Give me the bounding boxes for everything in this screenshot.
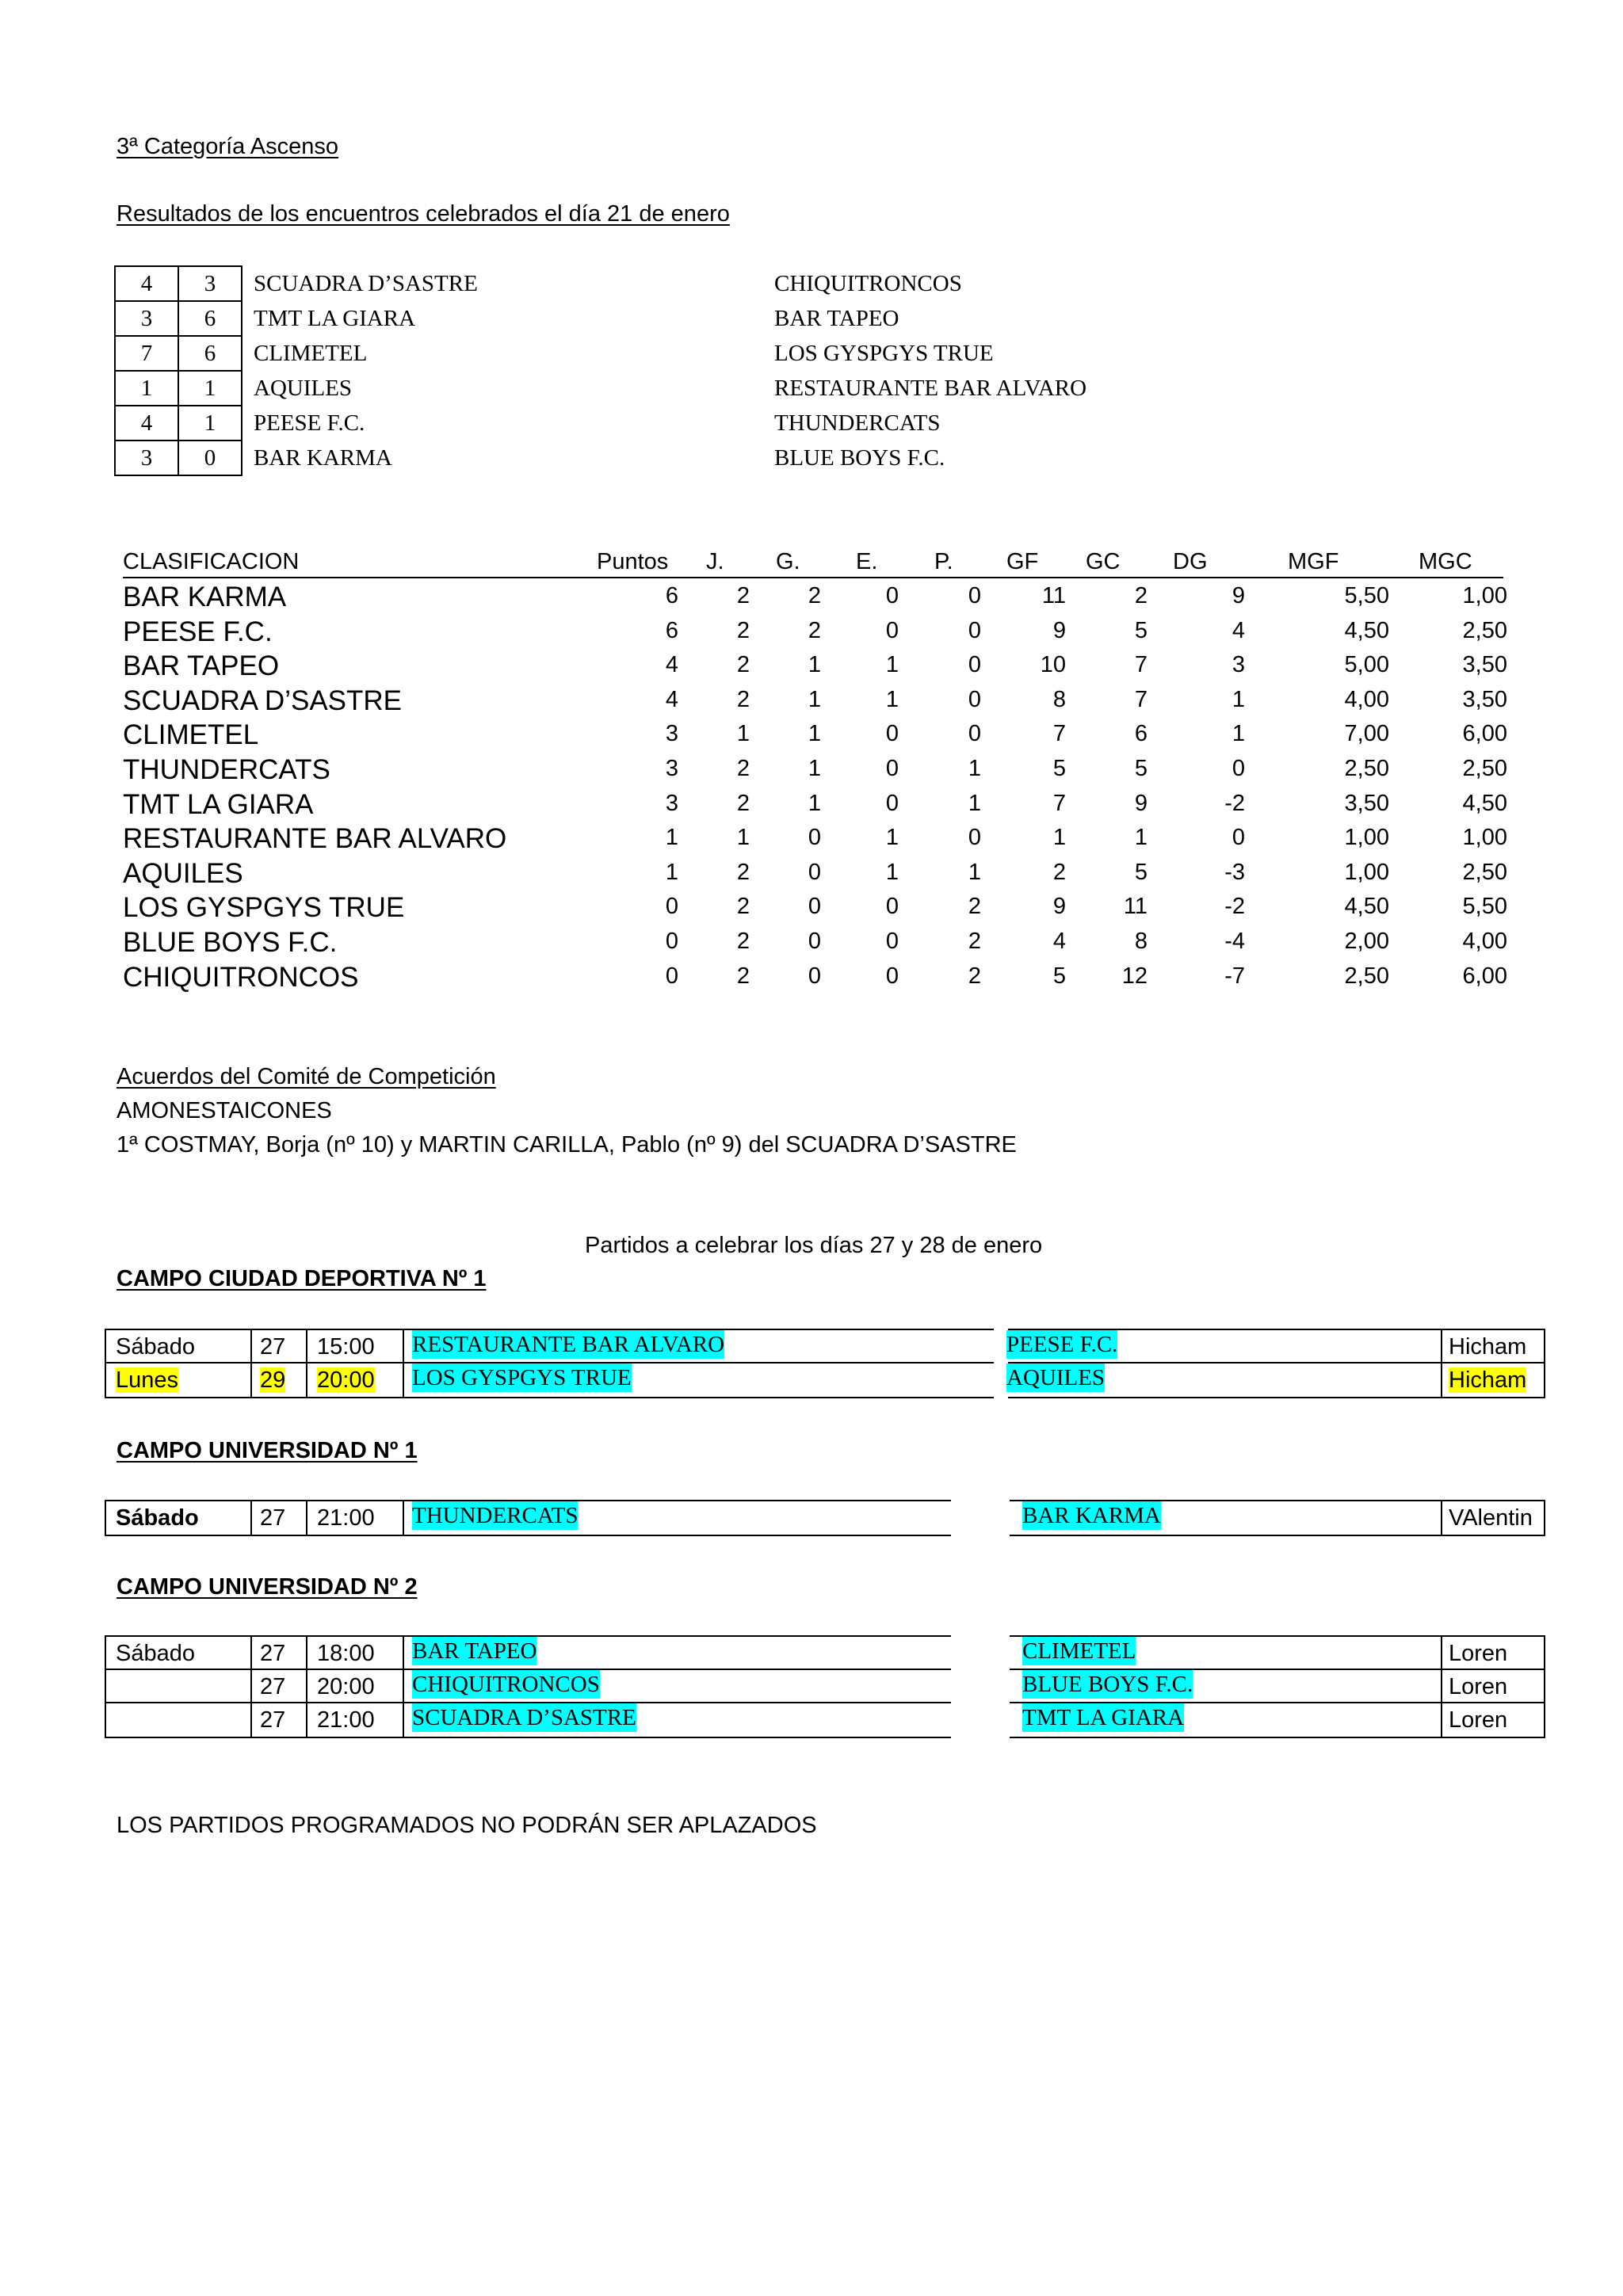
standings-row <box>0 613 1506 648</box>
stat-dg: 4 <box>1232 617 1245 643</box>
stat-gf: 9 <box>1052 617 1066 643</box>
standings-row <box>0 751 1506 786</box>
home-team: TMT LA GIARA <box>254 306 416 331</box>
home-team: SCUADRA D’SASTRE <box>254 271 478 296</box>
stat-j: 2 <box>736 652 750 678</box>
schedule-table-field-3 <box>105 1635 1545 1738</box>
standings-row <box>0 924 1506 959</box>
header-g: G. <box>776 549 800 574</box>
stat-dg: -2 <box>1224 894 1245 920</box>
match-time: 20:00 <box>317 1674 375 1699</box>
stat-p: 0 <box>968 583 981 608</box>
stat-mgf: 2,50 <box>1344 756 1389 781</box>
referee: VAlentin <box>1449 1505 1533 1531</box>
stat-e: 0 <box>885 929 899 954</box>
home-score: 3 <box>115 301 178 336</box>
stat-e: 0 <box>885 790 899 816</box>
stat-e: 0 <box>885 894 899 920</box>
divider-gap <box>951 1500 1010 1536</box>
match-day: Sábado <box>116 1334 195 1360</box>
field-name: CAMPO UNIVERSIDAD Nº 2 <box>116 1574 418 1600</box>
stat-puntos: 0 <box>665 929 678 954</box>
result-row <box>115 336 1250 371</box>
stat-dg: -4 <box>1224 929 1245 954</box>
home-team: PEESE F.C. <box>254 410 365 436</box>
stat-puntos: 0 <box>665 894 678 920</box>
upcoming-title: Partidos a celebrar los días 27 y 28 de enero <box>585 1233 1043 1258</box>
stat-e: 1 <box>885 859 899 885</box>
stat-g: 1 <box>808 652 821 678</box>
home-team: THUNDERCATS <box>412 1503 579 1528</box>
stat-gc: 5 <box>1134 756 1148 781</box>
away-team: LOS GYSPGYS TRUE <box>774 341 994 366</box>
referee: Loren <box>1449 1674 1508 1699</box>
match-time: 18:00 <box>317 1641 375 1666</box>
stat-mgc: 5,50 <box>1462 894 1507 920</box>
home-team: CHIQUITRONCOS <box>412 1672 600 1697</box>
stat-mgf: 4,50 <box>1344 894 1389 920</box>
home-team: SCUADRA D’SASTRE <box>412 1705 636 1730</box>
stat-p: 0 <box>968 686 981 712</box>
team-name: BLUE BOYS F.C. <box>123 927 338 958</box>
stat-gf: 11 <box>1041 583 1066 608</box>
stat-p: 1 <box>968 756 981 781</box>
stat-gc: 5 <box>1134 617 1148 643</box>
home-team: BAR TAPEO <box>412 1638 537 1664</box>
away-team: THUNDERCATS <box>774 410 941 436</box>
away-team: RESTAURANTE BAR ALVARO <box>774 376 1087 401</box>
team-name: CLIMETEL <box>123 719 259 751</box>
home-score: 1 <box>115 371 178 406</box>
stat-g: 2 <box>808 583 821 608</box>
stat-gf: 10 <box>1040 652 1066 678</box>
stat-mgc: 2,50 <box>1462 756 1507 781</box>
match-row <box>106 1363 1544 1397</box>
stat-mgf: 2,50 <box>1344 963 1389 989</box>
stat-e: 0 <box>885 756 899 781</box>
header-puntos: Puntos <box>597 549 669 574</box>
stat-mgc: 4,50 <box>1462 790 1507 816</box>
away-team: BAR TAPEO <box>774 306 899 331</box>
stat-p: 2 <box>968 929 981 954</box>
stat-mgc: 3,50 <box>1462 652 1507 678</box>
stat-gf: 8 <box>1052 686 1066 712</box>
result-row <box>115 266 1250 301</box>
stat-mgc: 1,00 <box>1462 825 1507 851</box>
committee-line: 1ª COSTMAY, Borja (nº 10) y MARTIN CARILLA, Pablo (nº 9) del SCUADRA D’SASTRE <box>116 1132 1017 1158</box>
standings-row <box>0 786 1506 821</box>
stat-j: 2 <box>736 617 750 643</box>
team-name: BAR TAPEO <box>123 650 280 682</box>
match-time: 15:00 <box>317 1334 375 1360</box>
team-name: LOS GYSPGYS TRUE <box>123 892 405 924</box>
header-e: E. <box>856 549 878 574</box>
match-date: 29 <box>260 1367 286 1393</box>
stat-mgc: 6,00 <box>1462 963 1507 989</box>
stat-g: 1 <box>808 790 821 816</box>
stat-mgc: 2,50 <box>1462 617 1507 643</box>
header-mgf: MGF <box>1288 549 1339 574</box>
match-date: 27 <box>260 1641 286 1666</box>
stat-e: 0 <box>885 721 899 747</box>
stat-gc: 5 <box>1134 859 1148 885</box>
stat-g: 2 <box>808 617 821 643</box>
stat-mgc: 4,00 <box>1462 929 1507 954</box>
stat-mgc: 3,50 <box>1462 686 1507 712</box>
stat-mgf: 5,00 <box>1344 652 1389 678</box>
stat-e: 1 <box>885 686 899 712</box>
header-j: J. <box>706 549 724 574</box>
stat-p: 0 <box>968 617 981 643</box>
committee-subtitle: AMONESTAICONES <box>116 1098 332 1123</box>
stat-mgf: 3,50 <box>1344 790 1389 816</box>
stat-p: 2 <box>968 963 981 989</box>
standings-row <box>0 716 1506 751</box>
match-date: 27 <box>260 1505 286 1531</box>
stat-gc: 11 <box>1123 894 1148 920</box>
header-p: P. <box>934 549 953 574</box>
standings-row <box>0 855 1506 890</box>
away-team: BLUE BOYS F.C. <box>1022 1672 1193 1697</box>
match-date: 27 <box>260 1674 286 1699</box>
stat-mgf: 7,00 <box>1344 721 1389 747</box>
header-mgc: MGC <box>1419 549 1472 574</box>
away-team: CHIQUITRONCOS <box>774 271 962 296</box>
away-score: 6 <box>178 336 242 371</box>
home-score: 3 <box>115 441 178 475</box>
stat-g: 1 <box>808 721 821 747</box>
standings-row <box>0 647 1506 682</box>
committee-title: Acuerdos del Comité de Competición <box>116 1064 496 1089</box>
schedule-table-field-1 <box>105 1329 1545 1398</box>
stat-j: 1 <box>736 721 750 747</box>
match-time: 21:00 <box>317 1707 375 1733</box>
results-title: Resultados de los encuentros celebrados el día 21 de enero <box>116 201 730 227</box>
stat-gc: 7 <box>1134 686 1148 712</box>
stat-dg: 1 <box>1232 686 1245 712</box>
stat-gf: 4 <box>1052 929 1066 954</box>
home-team: BAR KARMA <box>254 445 392 471</box>
referee: Hicham <box>1449 1367 1527 1393</box>
referee: Loren <box>1449 1641 1508 1666</box>
result-row <box>115 301 1250 336</box>
stat-e: 0 <box>885 963 899 989</box>
result-row <box>115 441 1250 475</box>
stat-puntos: 6 <box>665 583 678 608</box>
stat-dg: -3 <box>1224 859 1245 885</box>
stat-gc: 12 <box>1121 963 1148 989</box>
away-team: BLUE BOYS F.C. <box>774 445 945 471</box>
stat-gf: 7 <box>1052 721 1066 747</box>
stat-mgc: 1,00 <box>1462 583 1507 608</box>
stat-puntos: 3 <box>665 756 678 781</box>
stat-j: 2 <box>736 929 750 954</box>
header-gc: GC <box>1086 549 1121 574</box>
stat-e: 1 <box>885 825 899 851</box>
home-score: 4 <box>115 266 178 301</box>
stat-g: 0 <box>808 859 821 885</box>
stat-j: 2 <box>736 894 750 920</box>
stat-dg: 0 <box>1232 825 1245 851</box>
stat-mgf: 2,00 <box>1344 929 1389 954</box>
stat-j: 2 <box>736 756 750 781</box>
away-team: PEESE F.C. <box>1006 1332 1118 1357</box>
stat-g: 0 <box>808 825 821 851</box>
home-score: 7 <box>115 336 178 371</box>
match-day: Sábado <box>116 1641 195 1666</box>
stat-j: 2 <box>736 859 750 885</box>
stat-e: 0 <box>885 583 899 608</box>
home-team: RESTAURANTE BAR ALVARO <box>412 1332 725 1357</box>
stat-p: 1 <box>968 790 981 816</box>
stat-gf: 5 <box>1052 756 1066 781</box>
footer-note: LOS PARTIDOS PROGRAMADOS NO PODRÁN SER APLAZADOS <box>116 1813 817 1838</box>
home-score: 4 <box>115 406 178 441</box>
stat-g: 0 <box>808 929 821 954</box>
team-name: THUNDERCATS <box>123 754 330 785</box>
team-name: TMT LA GIARA <box>123 788 314 820</box>
match-row <box>106 1330 1544 1363</box>
away-score: 3 <box>178 266 242 301</box>
stat-gf: 1 <box>1052 825 1066 851</box>
standings-row <box>0 959 1506 994</box>
stat-puntos: 3 <box>665 790 678 816</box>
stat-g: 0 <box>808 963 821 989</box>
category-title: 3ª Categoría Ascenso <box>116 134 338 159</box>
team-name: AQUILES <box>123 857 243 889</box>
stat-p: 0 <box>968 825 981 851</box>
result-row <box>115 371 1250 406</box>
standings-row <box>0 682 1506 717</box>
stat-mgf: 4,50 <box>1344 617 1389 643</box>
away-team: BAR KARMA <box>1022 1503 1161 1528</box>
stat-j: 2 <box>736 583 750 608</box>
team-name: PEESE F.C. <box>123 616 273 647</box>
stat-puntos: 0 <box>665 963 678 989</box>
field-name: CAMPO UNIVERSIDAD Nº 1 <box>116 1438 418 1463</box>
divider-gap <box>951 1702 1010 1738</box>
match-day: Sábado <box>116 1505 199 1531</box>
match-day: Lunes <box>116 1367 179 1393</box>
stat-puntos: 6 <box>665 617 678 643</box>
stat-dg: 0 <box>1232 756 1245 781</box>
away-score: 1 <box>178 371 242 406</box>
away-score: 6 <box>178 301 242 336</box>
match-row <box>106 1670 1544 1703</box>
home-team: LOS GYSPGYS TRUE <box>412 1365 632 1390</box>
stat-puntos: 1 <box>665 859 678 885</box>
stat-dg: -2 <box>1224 790 1245 816</box>
stat-mgf: 5,50 <box>1344 583 1389 608</box>
stat-dg: 1 <box>1232 721 1245 747</box>
referee: Loren <box>1449 1707 1508 1733</box>
stat-gc: 1 <box>1134 825 1148 851</box>
stat-puntos: 4 <box>665 652 678 678</box>
results-table <box>114 265 1251 476</box>
standings-header <box>123 547 1503 578</box>
stat-g: 0 <box>808 894 821 920</box>
stat-p: 2 <box>968 894 981 920</box>
home-team: CLIMETEL <box>254 341 368 366</box>
stat-p: 0 <box>968 652 981 678</box>
stat-j: 1 <box>736 825 750 851</box>
field-name: CAMPO CIUDAD DEPORTIVA Nº 1 <box>116 1266 487 1291</box>
stat-gf: 5 <box>1052 963 1066 989</box>
stat-p: 1 <box>968 859 981 885</box>
result-row <box>115 406 1250 441</box>
stat-e: 0 <box>885 617 899 643</box>
match-row <box>106 1501 1544 1535</box>
match-date: 27 <box>260 1707 286 1733</box>
stat-gf: 2 <box>1052 859 1066 885</box>
standings-row <box>0 889 1506 924</box>
stat-mgf: 1,00 <box>1344 859 1389 885</box>
schedule-table-field-2 <box>105 1500 1545 1536</box>
stat-gc: 6 <box>1134 721 1148 747</box>
stat-mgc: 2,50 <box>1462 859 1507 885</box>
stat-gf: 9 <box>1052 894 1066 920</box>
match-date: 27 <box>260 1334 286 1360</box>
stat-j: 2 <box>736 963 750 989</box>
header-clasificacion: CLASIFICACION <box>123 549 300 574</box>
home-team: AQUILES <box>254 376 353 401</box>
away-team: TMT LA GIARA <box>1022 1705 1185 1730</box>
match-time: 20:00 <box>317 1367 375 1393</box>
stat-gc: 7 <box>1134 652 1148 678</box>
stat-dg: 3 <box>1232 652 1245 678</box>
stat-j: 2 <box>736 790 750 816</box>
stat-j: 2 <box>736 686 750 712</box>
stat-e: 1 <box>885 652 899 678</box>
header-gf: GF <box>1006 549 1039 574</box>
standings-row <box>0 578 1506 613</box>
stat-puntos: 4 <box>665 686 678 712</box>
match-row <box>106 1703 1544 1737</box>
team-name: SCUADRA D’SASTRE <box>123 685 403 716</box>
stat-dg: 9 <box>1232 583 1245 608</box>
stat-puntos: 3 <box>665 721 678 747</box>
stat-mgf: 4,00 <box>1344 686 1389 712</box>
stat-mgf: 1,00 <box>1344 825 1389 851</box>
stat-gc: 8 <box>1134 929 1148 954</box>
divider-gap <box>951 1669 1010 1703</box>
referee: Hicham <box>1449 1334 1527 1360</box>
away-score: 1 <box>178 406 242 441</box>
team-name: RESTAURANTE BAR ALVARO <box>123 823 507 855</box>
match-row <box>106 1637 1544 1670</box>
header-dg: DG <box>1173 549 1208 574</box>
stat-gf: 7 <box>1052 790 1066 816</box>
divider-gap <box>951 1635 1010 1670</box>
stat-dg: -7 <box>1224 963 1245 989</box>
away-team: CLIMETEL <box>1022 1638 1136 1664</box>
match-time: 21:00 <box>317 1505 375 1531</box>
stat-gc: 2 <box>1134 583 1148 608</box>
stat-g: 1 <box>808 756 821 781</box>
away-score: 0 <box>178 441 242 475</box>
standings-row <box>0 820 1506 855</box>
stat-gc: 9 <box>1134 790 1148 816</box>
team-name: BAR KARMA <box>123 582 287 612</box>
team-name: CHIQUITRONCOS <box>123 961 359 993</box>
away-team: AQUILES <box>1006 1365 1106 1390</box>
stat-mgc: 6,00 <box>1462 721 1507 747</box>
stat-p: 0 <box>968 721 981 747</box>
stat-puntos: 1 <box>665 825 678 851</box>
stat-g: 1 <box>808 686 821 712</box>
